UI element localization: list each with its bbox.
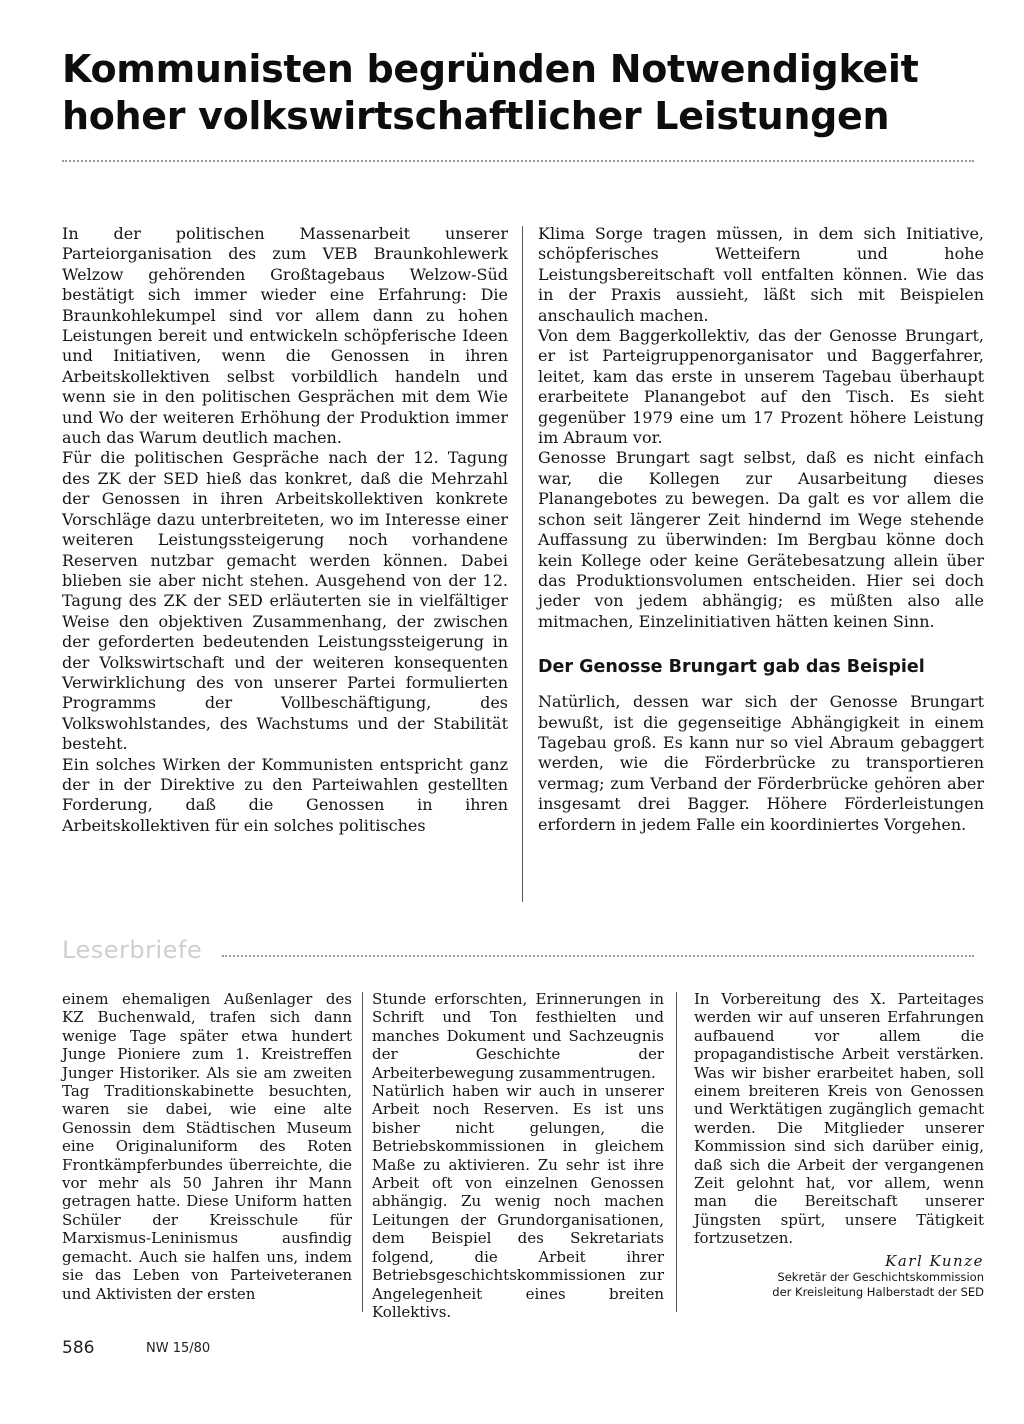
article-left-column	[62, 224, 508, 836]
letter-paragraph: In Vorbereitung des X. Parteitages werden wir auf unseren Erfahrungen aufbauend vor allem die propagandistische Arbeit verstärken. Was wir bisher erarbeitet haben, soll einem breiteren Kreis von Genossen und Werktätigen zugänglich gemacht werden. Die Mitglieder unserer Kommission sind sich darüber einig, daß sich die Arbeit der vergangenen Zeit gelohnt hat, vor allem, wenn man die Bereitschaft unserer Jüngsten spürt, unsere Tätigkeit fortzusetzen.	[694, 990, 984, 1248]
article-paragraph: Ein solches Wirken der Kommunisten entspricht ganz der in der Direktive zu den Parteiwahlen gestellten Forderung, daß die Genossen in ihren Arbeitskollektiven für ein solches politisches	[62, 754, 508, 835]
headline-line-1: Kommunisten begründen Notwendigkeit	[62, 47, 919, 91]
section-label-leserbriefe: Leserbriefe	[62, 936, 203, 964]
article-headline	[62, 46, 992, 140]
headline-line-2: hoher volkswirtschaftlicher Leistungen	[62, 94, 890, 138]
article-right-column	[538, 224, 984, 835]
article-paragraph: Von dem Baggerkollektiv, das der Genosse Brungart, er ist Parteigruppenorganisator und Baggerfahrer, leitet, kam das erste in unserem Tagebau überhaupt erarbeitete Planangebot auf den Tisch. Es sieht gegenüber 1979 eine um 17 Prozent höhere Leistung im Abraum vor.	[538, 326, 984, 448]
letter-paragraph: Natürlich haben wir auch in unserer Arbeit noch Reserven. Es ist uns bisher nicht gelungen, die Betriebskommissionen in gleichem Maße zu aktivieren. Zu sehr ist ihre Arbeit oft von einzelnen Genossen abhängig. Zu wenig noch machen Leitungen der Grundorganisationen, dem Beispiel des Sekretariats folgend, die Arbeit ihrer Betriebsgeschichtskommissionen zur Angelegenheit eines breiten Kollektivs.	[372, 1082, 664, 1321]
letters-divider-2	[676, 992, 677, 1312]
signature-role-1: Sekretär der Geschichtskommission	[777, 1270, 984, 1285]
letters-divider-1	[362, 992, 363, 1312]
article-paragraph: Klima Sorge tragen müssen, in dem sich Initiative, schöpferisches Wetteifern und hohe Leistungsbereitschaft voll entfalten können. Wie das in der Praxis aussieht, läßt sich mit Beispielen anschaulich machen.	[538, 224, 984, 325]
signature-role-2: der Kreisleitung Halberstadt der SED	[772, 1285, 984, 1300]
letter-paragraph: einem ehemaligen Außenlager des KZ Buchenwald, trafen sich dann wenige Tage später etwa hundert Junge Pioniere zum 1. Kreistreffen Junger Historiker. Als sie am zweiten Tag Traditionskabinette besuchten, waren sie dabei, wie eine alte Genossin dem Städtischen Museum eine Originaluniform des Roten Frontkämpferbundes überreichte, die vor mehr als 50 Jahren ihr Mann getragen hatte. Diese Uniform hatten Schüler der Kreisschule für Marxismus-Leninismus ausfindig gemacht. Auch sie halfen uns, indem sie das Leben von Parteiveteranen und Aktivisten der ersten	[62, 990, 352, 1303]
article-paragraph: Für die politischen Gespräche nach der 12. Tagung des ZK der SED hieß das konkret, daß die Mehrzahl der Genossen in ihren Arbeitskollektiven konkrete Vorschläge dazu unterbreiteten, wo im Interesse einer weiteren Leistungssteigerung noch vorhandene Reserven nutzbar gemacht werden können. Dabei blieben sie aber nicht stehen. Ausgehend von der 12. Tagung des ZK der SED erläuterten sie in vielfältiger Weise den objektiven Zusammenhang, der zwischen der geforderten bedeutenden Leistungssteigerung in der Volkswirtschaft und der weiteren konsequenten Verwirklichung des von unserer Partei formulierten Programms der Vollbeschäftigung, des Volkswohlstandes, des Wachstums und der Stabilität besteht.	[62, 448, 508, 754]
issue-label: NW 15/80	[146, 1341, 211, 1356]
column-divider	[522, 226, 523, 902]
section-rule	[222, 955, 974, 957]
letters-column-3	[694, 990, 984, 1300]
article-subheading: Der Genosse Brungart gab das Beispiel	[538, 657, 925, 678]
page-number: 586	[62, 1338, 95, 1358]
letter-paragraph: Stunde erforschten, Erinnerungen in Schrift und Ton festhielten und manches Dokument und Sachzeugnis der Geschichte der Arbeiterbewegung zusammentrugen.	[372, 990, 664, 1082]
letters-column-1	[62, 990, 352, 1303]
article-paragraph: In der politischen Massenarbeit unserer Parteiorganisation des zum VEB Braunkohlewerk Welzow gehörenden Großtagebaus Welzow-Süd bestätigt sich immer wieder eine Erfahrung: Die Braunkohlekumpel sind vor allem dann zu hohen Leistungen bereit und entwickeln schöpferische Ideen und Initiativen, wenn die Genossen in ihren Arbeitskollektiven selbst vorbildlich handeln und wenn sie in den politischen Gesprächen mit dem Wie und Wo der weiteren Erhöhung der Produktion immer auch das Warum deutlich machen.	[62, 224, 508, 448]
headline-rule	[62, 160, 974, 162]
article-paragraph: Genosse Brungart sagt selbst, daß es nicht einfach war, die Kollegen zur Ausarbeitung dieses Planangebotes zu bewegen. Da galt es vor allem die schon seit längerer Zeit hindernd im Wege stehende Auffassung zu überwinden: Im Bergbau könne doch kein Kollege oder keine Gerätebesatzung allein über das Produktionsvolumen entscheiden. Hier sei doch jeder von jedem abhängig; es müßten also alle mitmachen, Einzelinitiativen hätten keinen Sinn.	[538, 448, 984, 631]
article-paragraph: Natürlich, dessen war sich der Genosse Brungart bewußt, ist die gegenseitige Abhängigkeit in einem Tagebau groß. Es kann nur so viel Abraum gebaggert werden, wie die Förderbrücke zu transportieren vermag; zum Verband der Förderbrücke gehören aber insgesamt drei Bagger. Höhere Förderleistungen erfordern in jedem Falle ein koordiniertes Vorgehen.	[538, 692, 984, 834]
letters-column-2	[372, 990, 664, 1321]
signature-name: Karl Kunze	[885, 1251, 984, 1270]
